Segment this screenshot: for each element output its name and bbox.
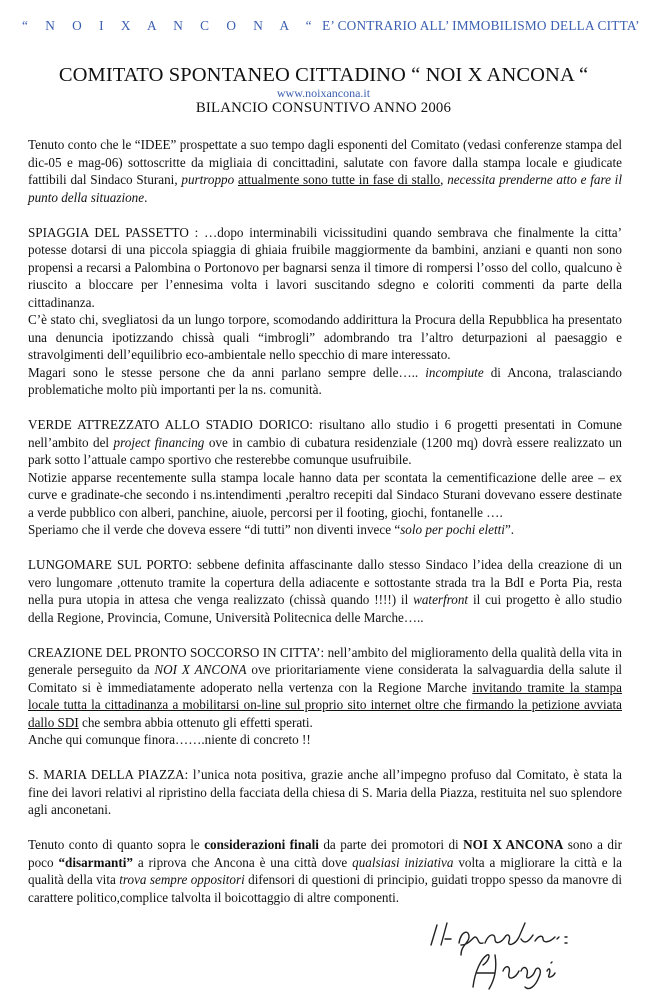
header-tagline	[22, 18, 640, 34]
final-considerations-paragraph: Tenuto conto di quanto sopra le considerazioni finali da parte dei promotori di NOI X ANCONA sono a dir poco “disarmanti” a riprova che Ancona è una città dove qualsiasi iniziativa volta a migliorare la città e la qualità della vita trova sempre oppositori difensori di questioni di principio, guidati troppo spesso da manovre di carattere politico,complice talvolta il boicottaggio di altre componenti.	[28, 837, 622, 905]
spiaggia-paragraph-3: Magari sono le stesse persone che da anni parlano sempre delle….. incompiute di Ancona, tralasciando problematiche molto più importanti per la ns. comunità.	[28, 364, 622, 397]
document-title: COMITATO SPONTANEO CITTADINO “ NOI X ANCONA “	[58, 64, 589, 86]
spiaggia-paragraph-1: SPIAGGIA DEL PASSETTO : …dopo interminabili vicissitudini quando sembrava che finalmente la citta’ potesse dotarsi di una piccola spiaggia di ghiaia fruibile maggiormente da bambini, anziani e quanti non sono propensi a recarsi a Palombina o Portonovo per bagnarsi senza il timore di rompersi l’osso del collo, qualcuno è riuscito a bloccare per l’ennesima volta i lavori suscitando sdegno e coloriti commenti da parte della cittadinanza.	[28, 224, 622, 310]
intro-paragraph: Tenuto conto che le “IDEE” prospettate a suo tempo dagli esponenti del Comitato (vedasi conferenze stampa del dic-05 e mag-06) sottoscritte da migliaia di concittadini, salutate con favore dalla stampa locale e giudicate fattibili dal Sindaco Sturani, purtroppo attualmente sono tutte in fase di stallo, necessita prenderne atto e fare il punto della situazione.	[28, 137, 622, 205]
verde-paragraph-2: Notizie apparse recentemente sulla stampa locale hanno data per scontata la cementificazione delle aree – ex curve e gradinate-che secondo i ns.intendimenti ,peraltro recepiti dal Sindaco Sturani dovevano essere destinate a verde pubblico con alberi, panchine, aiuole, percorsi per il footing, giochi, fontanelle ….	[28, 469, 622, 520]
document-body	[28, 136, 622, 906]
santa-maria-paragraph: S. MARIA DELLA PIAZZA: l’unica nota positiva, grazie anche all’impegno profuso dal Comitato, è stata la fine dei lavori relativi al ripristino della facciata della chiesa di S. Maria della Piazza, restituita nel suo splendore agli anconetani.	[28, 767, 622, 817]
signature-handwriting	[425, 915, 605, 995]
pronto-soccorso-note: Anche qui comunque finora…….niente di concreto !!	[28, 732, 311, 747]
document-subtitle: BILANCIO CONSUNTIVO ANNO 2006	[195, 100, 452, 116]
tagline-slogan: E’ CONTRARIO ALL’ IMMOBILISMO DELLA CITTA’	[318, 18, 640, 33]
lungomare-paragraph: LUNGOMARE SUL PORTO: sebbene definita affascinante dallo stesso Sindaco l’idea della creazione di un vero lungomare ,ottenuto tramite la copertura della adiacente e sottostante strada tra la BdI e Porta Pia, resta nella pura utopia in attesa che venga realizzato (chissà quando !!!!) il waterfront il cui progetto è allo studio della Regione, Provincia, Comune, Università Politecnica delle Marche…..	[28, 557, 622, 625]
verde-paragraph-3: Speriamo che il verde che doveva essere “di tutti” non diventi invece “solo per pochi eletti”.	[28, 522, 515, 537]
pronto-soccorso-paragraph: CREAZIONE DEL PRONTO SOCCORSO IN CITTA’: nell’ambito del miglioramento della qualità della vita in generale perseguito da NOI X ANCONA ove prioritariamente viene considerata la salvaguardia della salute il Comitato si è immediatamente adoperato nella vertenza con la Regione Marche invitando tramite la stampa locale tutta la cittadinanza a mobilitarsi on-line sul proprio sito internet oltre che firmando la petizione avviata dallo SDI che sembra abbia ottenuto gli effetti sperati.	[28, 644, 622, 730]
verde-paragraph-1: VERDE ATTREZZATO ALLO STADIO DORICO: risultano allo studio i 6 progetti presentati in Comune nell’ambito del project financing ove in cambio di cubatura residenziale (1200 mq) dovrà essere realizzato un park sotto l’attuale campo sportivo che resterebbe comunque usufruibile.	[28, 417, 622, 467]
website-link[interactable]: www.noixancona.it	[276, 86, 371, 100]
tagline-name: “ N O I X A N C O N A “	[22, 18, 319, 33]
spiaggia-paragraph-2: C’è stato chi, svegliatosi da un lungo torpore, scomodando addirittura la Procura della Repubblica ha presentato una denuncia ipotizzando chissà quali “imbrogli” adombrando tra l’altro deturpazioni al paesaggio e stravolgimenti dell’equilibrio eco-ambientale nello specchio di mare interessato.	[28, 312, 622, 362]
president-signature	[425, 915, 605, 995]
